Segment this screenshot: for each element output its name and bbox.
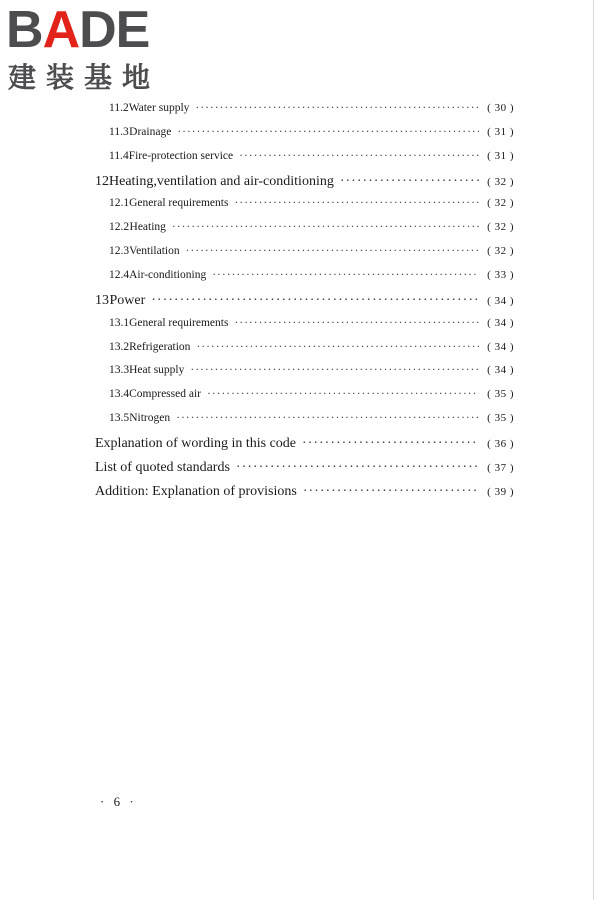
logo-letter-b: B bbox=[6, 1, 43, 59]
logo-chinese-text: 建装基地 bbox=[8, 61, 161, 94]
toc-entry-title: Explanation of wording in this code bbox=[95, 435, 297, 451]
toc-entry-number: 11.2 bbox=[109, 102, 129, 114]
toc-entry-page: ( 30 ) bbox=[487, 102, 514, 114]
toc-dot-leader bbox=[177, 126, 479, 138]
toc-entry-number: 13.1 bbox=[109, 316, 130, 329]
toc-section-entry bbox=[109, 412, 514, 424]
toc-entry-page: ( 32 ) bbox=[487, 245, 514, 258]
toc-dot-leader bbox=[303, 484, 479, 500]
toc-entry-title: Addition: Explanation of provisions bbox=[95, 483, 297, 499]
toc-entry-title: Air-conditioning bbox=[129, 268, 207, 281]
toc-entry-page: ( 33 ) bbox=[487, 268, 514, 281]
toc-entry-number: 13 bbox=[95, 292, 109, 308]
toc-entry-title: Ventilation bbox=[129, 245, 180, 258]
toc-entry-number: 13.2 bbox=[109, 340, 130, 353]
toc-dot-leader bbox=[239, 150, 479, 162]
toc-entry-page: ( 32 ) bbox=[487, 221, 514, 234]
toc-entry-title: Fire-protection service bbox=[128, 149, 234, 162]
toc-section-entry bbox=[109, 221, 514, 233]
toc-entry-title: Drainage bbox=[129, 125, 172, 138]
toc-entry-page: ( 39 ) bbox=[487, 485, 514, 498]
toc-section-entry bbox=[109, 388, 514, 400]
toc-entry-title: Compressed air bbox=[129, 388, 201, 401]
toc-entry-page: ( 35 ) bbox=[487, 388, 514, 401]
toc-entry-title: Nitrogen bbox=[129, 412, 171, 425]
toc-dot-leader bbox=[236, 460, 479, 476]
toc-dot-leader bbox=[340, 174, 479, 190]
toc-chapter-entry bbox=[95, 293, 514, 309]
toc-section-entry bbox=[109, 102, 514, 114]
toc-section-entry bbox=[109, 197, 514, 209]
toc-entry-number: 11.4 bbox=[109, 149, 129, 162]
toc-entry-number: 13.3 bbox=[109, 364, 130, 377]
toc-entry-page: ( 31 ) bbox=[487, 149, 514, 162]
logo-letters-de: DE bbox=[79, 1, 150, 59]
page-number: · 6 · bbox=[100, 794, 137, 809]
toc-section-entry bbox=[109, 126, 514, 138]
bade-logo bbox=[6, 1, 176, 96]
toc-entry-page: ( 31 ) bbox=[487, 125, 514, 138]
toc-entry-title: Heat supply bbox=[129, 364, 185, 377]
toc-section-entry bbox=[109, 245, 514, 257]
toc-entry-title: Power bbox=[109, 292, 146, 308]
toc-entry-number: 12.4 bbox=[109, 268, 130, 281]
toc-entry-page: ( 34 ) bbox=[487, 316, 514, 329]
logo-letter-a: A bbox=[42, 1, 80, 59]
toc-entry-number: 13.4 bbox=[109, 388, 130, 401]
toc-dot-leader bbox=[186, 245, 480, 257]
toc-entry-number: 12.1 bbox=[109, 197, 130, 210]
toc-section-entry bbox=[109, 150, 514, 162]
toc-dot-leader bbox=[195, 102, 479, 114]
toc-entry-page: ( 35 ) bbox=[487, 412, 514, 425]
toc-dot-leader bbox=[302, 436, 479, 452]
toc-chapter-entry bbox=[95, 460, 514, 476]
toc-entry-title: List of quoted standards bbox=[95, 459, 230, 475]
toc-entry-number: 11.3 bbox=[109, 125, 129, 138]
logo-wordmark bbox=[6, 1, 150, 59]
toc-chapter-entry bbox=[95, 174, 514, 190]
toc-entry-page: ( 37 ) bbox=[487, 461, 514, 474]
toc-entry-page: ( 34 ) bbox=[487, 364, 514, 377]
toc-dot-leader bbox=[234, 197, 479, 209]
toc-entry-page: ( 34 ) bbox=[487, 340, 514, 353]
toc-entry-title: Refrigeration bbox=[129, 340, 191, 353]
toc-entry-page: ( 34 ) bbox=[487, 294, 514, 307]
toc-dot-leader bbox=[190, 364, 479, 376]
toc-entry-number: 12.2 bbox=[109, 221, 130, 234]
toc-dot-leader bbox=[212, 269, 479, 281]
toc-chapter-entry bbox=[95, 484, 514, 500]
toc-entry-title: General requirements bbox=[129, 197, 229, 210]
toc-entry-title: Heating bbox=[129, 221, 166, 234]
toc-chapter-entry bbox=[95, 436, 514, 452]
toc-section-entry bbox=[109, 317, 514, 329]
toc-entry-number: 12.3 bbox=[109, 245, 130, 258]
toc-dot-leader bbox=[176, 412, 479, 424]
toc-dot-leader bbox=[207, 388, 479, 400]
page-edge bbox=[593, 0, 594, 900]
toc-section-entry bbox=[109, 364, 514, 376]
toc-dot-leader bbox=[151, 293, 479, 309]
toc-dot-leader bbox=[172, 221, 479, 233]
toc-entry-number: 13.5 bbox=[109, 412, 130, 425]
toc-entry-page: ( 36 ) bbox=[487, 437, 514, 450]
toc-entry-title: Heating,ventilation and air-conditioning bbox=[109, 173, 334, 189]
toc-entry-title: General requirements bbox=[129, 316, 229, 329]
toc-entry-number: 12 bbox=[95, 173, 109, 189]
toc-section-entry bbox=[109, 341, 514, 353]
toc-entry-page: ( 32 ) bbox=[487, 175, 514, 188]
toc-entry-title: Water supply bbox=[128, 102, 190, 114]
toc-dot-leader bbox=[196, 341, 479, 353]
toc-dot-leader bbox=[234, 317, 479, 329]
toc-entry-page: ( 32 ) bbox=[487, 197, 514, 210]
toc-section-entry bbox=[109, 269, 514, 281]
